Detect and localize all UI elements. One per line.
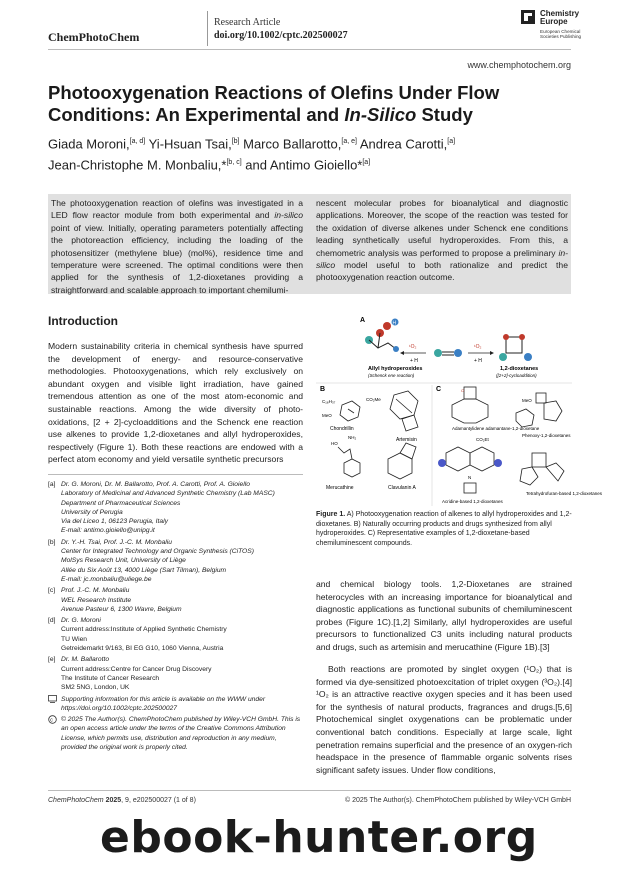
dioxetane-ring <box>506 337 522 353</box>
figure-caption <box>316 510 572 548</box>
affiliation-line: SM2 5NG, London, UK <box>61 684 130 692</box>
chem-label: C₁₈H₃₇ <box>322 399 336 404</box>
author[interactable]: Jean-Christophe M. Monbaliu,* <box>48 157 227 173</box>
affiliation-line: Avenue Pasteur 6, 1300 Wavre, Belgium <box>61 605 182 613</box>
affiliation-e <box>48 655 304 692</box>
publisher-logo <box>521 10 581 46</box>
chondrillin-structure <box>340 401 360 421</box>
affiliation-line: Department of Pharmaceutical Sciences <box>61 499 181 507</box>
title-end: Study <box>416 104 473 125</box>
svg-text:c: c <box>50 717 53 724</box>
label-schenck: (Schenck ene reaction) <box>368 373 415 378</box>
affiliation-line: WEL Research Institute <box>61 596 132 604</box>
panel-label: B <box>320 386 326 393</box>
footer-pages: , 9, e202500027 (1 of 8) <box>121 797 196 804</box>
body-paragraph-1: and chemical biology tools. 1,2-Dioxetanes are strained heterocycles with an increasing importance for bioanalytical and diagnostic applications as functional subunits of chemiluminescent probes (Figure 1C).[1,2] Similarly, allyl hydroperoxides are useful precursors to functionalized C3 units including natural products and drugs, such as artemisin and merucathine (Figure 1B).[3] <box>316 579 572 652</box>
figure-1-graphic <box>316 313 603 506</box>
abstract-text: The photooxygenation reaction of olefins was investigated in a LED flow reactor module from both experimental and <box>51 198 303 221</box>
affiliation-email[interactable]: E-mail: jc.monbaliu@uliege.be <box>61 575 152 583</box>
footer-journal: ChemPhotoChem <box>48 797 106 804</box>
affiliation-rule <box>48 474 303 475</box>
title-text: Photooxygenation Reactions of Olefins Under Flow Conditions: An Experimental and <box>48 82 500 125</box>
atom-oxygen <box>383 322 391 330</box>
abstract-text: point of view. Initially, operating parameters potentially affecting the photoreaction efficiency, including the loading of the photosensitizer (methylene blue) (mol%), residence time and temperature were screened. The optimal conditions were then applied for the synthesis of 1,2-dioxetanes providing a straightforward and scalable approach to important chemilumi- <box>51 222 303 295</box>
thf-structure <box>532 453 546 467</box>
label-chondrillin: Chondrillin <box>330 426 354 432</box>
label-cycloaddition: ([2+2]-cycloaddition) <box>496 373 537 378</box>
license <box>48 715 304 752</box>
abstract-box <box>48 194 571 294</box>
affiliation-b <box>48 538 304 584</box>
affiliation-a <box>48 480 304 536</box>
footer-year: 2025 <box>105 797 122 804</box>
supporting-info <box>48 695 304 714</box>
affiliation-email[interactable]: E-mail: antimo.gioiello@unipg.it <box>61 527 155 535</box>
affiliation-line: Dr. Y.-H. Tsai, Prof. J.-C. M. Monbaliu <box>61 538 172 546</box>
doi-link[interactable]: doi.org/10.1002/cptc.202500027 <box>214 30 348 41</box>
license-text: © 2025 The Author(s). ChemPhotoChem published by Wiley-VCH GmbH. This is an open access article under the terms of the Creative Commons Attribution License, which permits use, distribution and reproduction in any medium, provided the original work is properly cited. <box>61 716 301 752</box>
reagent-label: + H <box>474 358 482 364</box>
open-access-icon <box>48 715 61 752</box>
article-title <box>48 82 578 126</box>
caption-text: A) Photooxygenation reaction of alkenes to allyl hydroperoxides and 1,2-dioxetanes. B) Naturally occurring products and drugs synthesized from allyl hydroperoxides. C) Representative examples of 1,2-dioxetane-based chemiluminescent compounds. <box>316 511 572 547</box>
author[interactable]: Andrea Carotti, <box>356 136 448 152</box>
author[interactable]: Marco Ballarotto, <box>239 136 342 152</box>
reagent-label: ¹O₂ <box>409 344 417 350</box>
header-rule <box>48 49 571 50</box>
label-clavulanin: Clavulanin A <box>388 485 416 491</box>
abstract-italic: in-silico <box>274 210 303 221</box>
abstract-italic: in-silico <box>316 247 568 271</box>
affiliation-label: [c] <box>48 587 56 595</box>
author-affil: [a] <box>362 159 371 167</box>
affiliation-line: Allée du Six Août 13, 4000 Liège (Sart Tilman), Belgium <box>61 566 227 574</box>
affiliation-label: [e] <box>48 656 56 664</box>
affiliation-line: The Institute of Cancer Research <box>61 674 160 682</box>
author-affil: [b, c] <box>226 159 242 167</box>
affiliation-line: Current address:Centre for Cancer Drug Discovery <box>61 665 212 673</box>
acridine-structure <box>446 447 470 471</box>
journal-website[interactable]: www.chemphotochem.org <box>467 60 571 70</box>
author-list <box>48 132 578 175</box>
abstract-col-2 <box>316 197 568 284</box>
label-artemisin: Artemisin <box>396 437 417 443</box>
affiliation-line: Dr. M. Ballarotto <box>61 656 110 664</box>
affiliation-line: Dr. G. Moroni, Dr. M. Ballarotto, Prof. A. Carotti, Prof. A. Gioiello <box>61 481 250 488</box>
label-thf: Tetrahydrofuran-based 1,2-dioxetanes <box>526 491 603 496</box>
label-adamantylidene: Adamantylidene adamantane-1,2-dioxetane <box>452 426 540 431</box>
affiliation-label: [b] <box>48 538 56 546</box>
adamantylidene-structure <box>464 387 476 399</box>
header-divider <box>207 11 208 46</box>
title-italic: In-Silico <box>344 104 417 125</box>
abstract-text: nescent molecular probes for bioanalytical and diagnostic applications. Moreover, the scope of the reaction was tested for the oxidation of diverse alkenes under Schenck ene conditions leading synthetically useful hydroperoxides. From this, a chemometric analysis was performed to propose a preliminary <box>316 198 568 258</box>
panel-label: A <box>360 317 366 324</box>
panel-label: C <box>436 386 442 393</box>
atom-n-label: N <box>468 475 472 480</box>
reagent-label: ¹O₂ <box>474 344 482 350</box>
affiliation-line: Getreidemarkt 9/163, BI EG G10, 1060 Vienna, Austria <box>61 645 224 653</box>
author[interactable]: Giada Moroni, <box>48 136 130 152</box>
affiliation-line: TU Wien <box>61 635 88 643</box>
footer-citation <box>48 797 196 804</box>
label-phenoxy: Phenoxy-1,2-dioxetanes <box>522 433 571 438</box>
affiliation-line: University of Perugia <box>61 508 123 516</box>
affiliation-line: MolSys Research Unit, University of Liège <box>61 557 186 565</box>
affiliation-line: Prof. J.-C. M. Monbaliu <box>61 587 130 595</box>
publisher-subtitle: European Chemical Societies Publishing <box>540 29 582 39</box>
supporting-info-text[interactable]: Supporting information for this article is available on the WWW under https://doi.org/10.1002/cptc.202500027 <box>61 695 266 712</box>
affiliation-c <box>48 586 304 614</box>
affiliation-label: [d] <box>48 617 56 625</box>
affiliation-line: Laboratory of Medicinal and Advanced Synthetic Chemistry (Lab MASC) <box>61 490 275 498</box>
abstract-col-1 <box>51 197 303 296</box>
reagent-label: + H <box>410 358 418 364</box>
author[interactable]: Yi-Hsuan Tsai, <box>145 136 232 152</box>
chem-label: CO₂Me <box>366 397 381 402</box>
author-affil: [a, d] <box>129 138 146 145</box>
affiliation-line: Via del Liceo 1, 06123 Perugia, Italy <box>61 518 168 526</box>
phenoxy-structure <box>544 401 562 421</box>
footer-rule <box>48 790 571 791</box>
figure-1 <box>316 313 603 506</box>
chem-label: MeO <box>322 413 332 418</box>
section-heading-introduction: Introduction <box>48 314 118 328</box>
label-merucathine: Merucathine <box>326 485 354 491</box>
caption-label: Figure 1. <box>316 511 346 518</box>
author-affil: [b] <box>231 138 240 145</box>
author-affil: [a] <box>447 138 456 145</box>
atom-o-label: O <box>461 388 465 393</box>
intro-paragraph: Modern sustainability criteria in chemical synthesis have spurred the development of energy- and resource-conservative methodologies. Photooxygenations, which rely exclusively on abundant oxygen and visible light irradiation, have gained tremendous attention as one of the most atom-economic and sustainable reactions. Among the wide diversity of photo-oxidations, [2 + 2]-cycloadditions and the Schenck ene reaction use alkenes to provide 1,2-dioxetanes and allyl hydroperoxides, respectively (Figure 1). Both these reactions are endowed with a perfect atom economy and yield versatile synthetic precursors <box>48 341 303 465</box>
watermark: ebook-hunter.org <box>100 812 538 863</box>
merucathine-structure <box>344 459 360 477</box>
footer-copyright: © 2025 The Author(s). ChemPhotoChem published by Wiley-VCH GmbH <box>344 797 571 804</box>
supporting-info-icon <box>48 695 61 714</box>
affiliation-line: Center for Integrated Technology and Organic Synthesis (CiTOS) <box>61 548 254 556</box>
chem-label: CO₂Et <box>476 437 489 442</box>
author[interactable]: and Antimo Gioiello* <box>241 157 363 173</box>
affiliation-d <box>48 616 304 653</box>
chem-label: HO <box>331 441 338 446</box>
body-paragraph-2: Both reactions are promoted by singlet oxygen (¹O₂) that is formed via dye-sensitized photoexcitation of triplet oxygen (³O₂).[4] ¹O₂ is an attractive reactive oxygen species and it has been used for the synthesis of natural products, fragrances and drugs.[5,6] Photochemical singlet oxygenations can be problematic under conventional batch conditions. Especially at large scale, light penetration remains superficial and the presence of an oxygen-rich headspace in the presence of flammable organic solvents rises significant safety issues. Under flow conditions, <box>316 664 572 775</box>
label-allyl-hydroperoxides: Allyl hydroperoxides <box>368 366 423 372</box>
label-dioxetanes: 1,2-dioxetanes <box>500 366 539 372</box>
affiliation-line: Dr. G. Moroni <box>61 617 101 625</box>
label-acridine: Acridine-based 1,2-dioxetanes <box>442 499 503 504</box>
affiliation-line: Current address:Institute of Applied Synthetic Chemistry <box>61 626 227 634</box>
journal-name: ChemPhotoChem <box>48 30 140 44</box>
affiliations <box>48 480 304 752</box>
chem-label: NH₂ <box>348 435 357 440</box>
atom-h-label: H <box>392 320 397 327</box>
abstract-text: model useful to both rationalize and predict the photooxygenation reaction outcome. <box>316 260 568 283</box>
chemistry-europe-logo-icon <box>521 10 535 24</box>
affiliation-label: [a] <box>48 481 56 488</box>
author-affil: [a, e] <box>341 138 357 145</box>
article-type: Research Article <box>214 17 281 28</box>
publisher-name: Chemistry Europe <box>540 9 580 26</box>
chem-label: MeO <box>522 398 532 403</box>
